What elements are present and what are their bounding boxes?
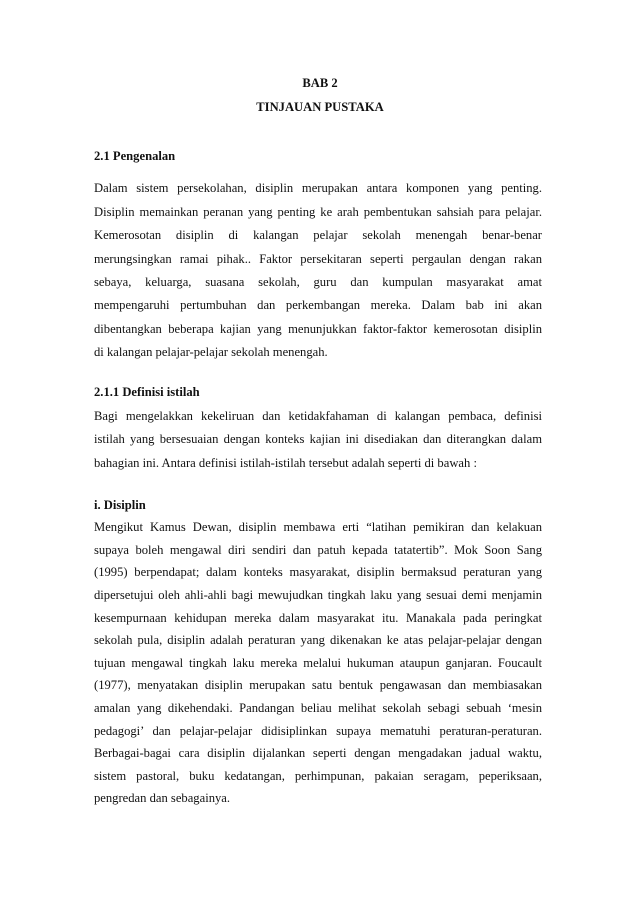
paragraph-line: mempengaruhi pertumbuhan dan perkembangan mereka. Dalam bab ini akan bbox=[94, 298, 542, 313]
section-heading-definisi: 2.1.1 Definisi istilah bbox=[94, 385, 200, 400]
paragraph-line: sebaya, keluarga, suasana sekolah, guru dan kumpulan masyarakat amat bbox=[94, 274, 542, 289]
paragraph-line: Disiplin memainkan peranan yang penting ke arah pembentukan sahsiah para pelajar. bbox=[94, 204, 542, 219]
chapter-title-block bbox=[94, 71, 546, 119]
paragraph-line: pengredan dan sebagainya. bbox=[94, 791, 231, 806]
paragraph-line: supaya boleh mengawal diri sendiri dan patuh kepada tatatertib”. Mok Soon Sang bbox=[94, 542, 542, 557]
paragraph-line: istilah yang bersesuaian dengan konteks kajian ini disediakan dan diterangkan dalam bbox=[94, 432, 542, 447]
paragraph-line: (1995) berpendapat; dalam konteks masyarakat, disiplin bermaksud peraturan yang bbox=[94, 565, 542, 580]
section-heading-pengenalan: 2.1 Pengenalan bbox=[94, 149, 176, 163]
paragraph-line: kesempurnaan kehidupan mereka dalam masyarakat itu. Manakala pada peringkat bbox=[94, 610, 542, 625]
paragraph-line: tujuan mengawal tingkah laku mereka melalui hukuman ataupun ganjaran. Foucault bbox=[94, 655, 542, 670]
paragraph-line: bahagian ini. Antara definisi istilah-istilah tersebut adalah seperti di bawah : bbox=[94, 455, 477, 470]
paragraph-line: dibentangkan beberapa kajian yang menunjukkan faktor-faktor kemerosotan disiplin bbox=[94, 321, 542, 336]
paragraph-line: sekolah pula, disiplin adalah peraturan yang dikenakan ke atas pelajar-pelajar dengan bbox=[94, 633, 542, 648]
paragraph-line: Bagi mengelakkan kekeliruan dan ketidakfahaman di kalangan pembaca, definisi bbox=[94, 408, 542, 423]
paragraph-line: dipersetujui oleh ahli-ahli bagi mewujudkan tingkah laku yang sesuai demi menjamin bbox=[94, 588, 542, 603]
paragraph-line: di kalangan pelajar-pelajar sekolah menengah. bbox=[94, 345, 328, 360]
paragraph-line: merungsingkan ramai pihak.. Faktor persekitaran seperti pergaulan dengan rakan bbox=[94, 251, 542, 266]
section-heading-disiplin: i. Disiplin bbox=[94, 497, 146, 512]
paragraph-line: (1977), menyatakan disiplin merupakan satu bentuk pengawasan dan membiasakan bbox=[94, 678, 542, 693]
paragraph-line: Dalam sistem persekolahan, disiplin merupakan antara komponen yang penting. bbox=[94, 181, 542, 196]
paragraph-line: Kemerosotan disiplin di kalangan pelajar sekolah menengah benar-benar bbox=[94, 228, 542, 243]
paragraph-line: sistem pastoral, buku kedatangan, perhimpunan, pakaian seragam, peperiksaan, bbox=[94, 768, 542, 783]
paragraph-line: Mengikut Kamus Dewan, disiplin membawa erti “latihan pemikiran dan kelakuan bbox=[94, 520, 542, 535]
chapter-number: BAB 2 bbox=[302, 76, 338, 90]
paragraph-line: amalan yang dikehendaki. Pandangan beliau melihat sekolah sebagi sebuah ‘mesin bbox=[94, 701, 542, 716]
paragraph-line: Berbagai-bagai cara disiplin dijalankan seperti dengan mengadakan jadual waktu, bbox=[94, 746, 542, 761]
paragraph-line: pedagogi’ dan pelajar-pelajar didisiplinkan supaya mematuhi peraturan-peraturan. bbox=[94, 723, 542, 738]
section-paragraph-pengenalan bbox=[94, 177, 542, 364]
section-disiplin bbox=[94, 494, 542, 810]
section-definisi-istilah bbox=[94, 381, 542, 475]
chapter-title: TINJAUAN PUSTAKA bbox=[256, 100, 384, 114]
